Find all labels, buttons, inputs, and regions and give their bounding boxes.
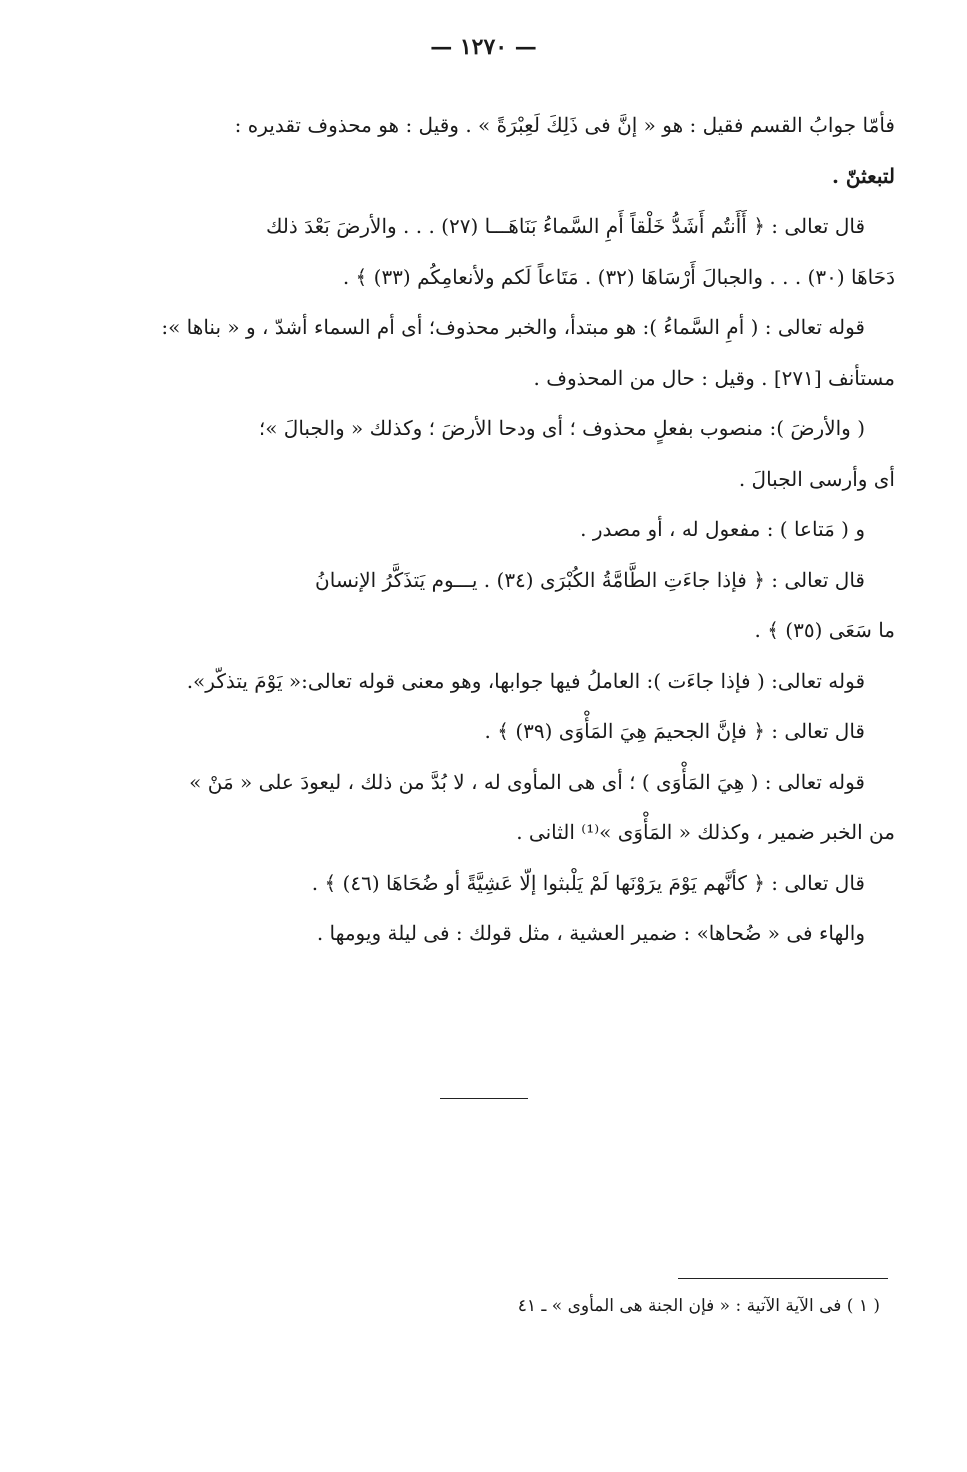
text-line: دَحَاهَا (٣٠) . . . والجبالَ أَرْسَاهَا (٣٢) . مَتَاعاً لَكم ولأنعامِكُم (٣٣) ﴾ . bbox=[342, 264, 895, 289]
text-line: ما سَعَى (٣٥) ﴾ . bbox=[754, 618, 895, 642]
text-line: قوله تعالى: ( فإذا جاءَت ): العاملُ فيها جوابها، وهو معنى قوله تعالى:« يَوْمَ يتذكّر». bbox=[186, 668, 865, 693]
text-line: من الخبر ضمير ، وكذلك « المَأْوَى »⁽¹⁾ الثانى . bbox=[516, 820, 895, 844]
body-text bbox=[110, 100, 895, 959]
text-line: قال تعالى : ﴿ أَأَنتُم أَشَدُّ خَلْقاً أَمِ السَّماءُ بَنَاهَـــا (٢٧) . . . والأرضَ بَعْدَ ذلك bbox=[265, 214, 865, 238]
footnote-rule bbox=[678, 1278, 888, 1279]
text-line: فأمّا جوابُ القسم فقيل : هو « إنَّ فى ذَلِكَ لَعِبْرَةً » . وقيل : هو محذوف تقديره : bbox=[234, 113, 895, 137]
text-line: و ( مَتاعا ) : مفعول له ، أو مصدر . bbox=[580, 517, 865, 541]
text-line: والهاء فى « ضُحاها» : ضمير العشية ، مثل قولك : فى ليلة ويومها . bbox=[316, 921, 865, 945]
section-separator bbox=[440, 1098, 528, 1099]
text-line: قال تعالى : ﴿ فإذا جاءَتِ الطَّامَّةُ الكُبْرَى (٣٤) . يـــوم يَتذَكَّرُ الإنسانُ bbox=[315, 567, 865, 592]
text-line: لتبعثنّ . bbox=[832, 163, 895, 188]
footnote: ( ١ ) فى الآية الآتية : « فإن الجنة هى المأوى » ـ ٤١ bbox=[517, 1296, 880, 1316]
text-line: قال تعالى : ﴿ فإنَّ الجحيمَ هِيَ المَأْوَى (٣٩) ﴾ . bbox=[484, 719, 865, 743]
text-line: قوله تعالى : ( هِيَ المَأْوَى ) ؛ أى هى المأوى له ، لا بُدَّ من ذلك ، ليعودَ على « مَنْ » bbox=[189, 769, 865, 794]
text-line: مستأنف [٢٧١] . وقيل : حال من المحذوف . bbox=[533, 365, 895, 390]
text-line: ( والأرضَ ): منصوب بفعلٍ محذوف ؛ أى ودحا الأرضَ ؛ وكذلك « والجبالَ »؛ bbox=[258, 416, 865, 440]
text-line: قوله تعالى : ( أمِ السَّماءُ ): هو مبتدأ، والخبر محذوف؛ أى أم السماء أشدّ ، و « بناها »: bbox=[161, 315, 865, 339]
text-line: أى وأرسى الجبالَ . bbox=[738, 466, 895, 491]
text-line: قال تعالى : ﴿ كأنَّهم يَوْمَ يرَوْنَها لَمْ يَلْبثوا إلّا عَشِيَّةً أو ضُحَاهَا (٤٦) ﴾ . bbox=[311, 870, 865, 895]
page-number: — ١٢٧٠ — bbox=[430, 34, 537, 60]
